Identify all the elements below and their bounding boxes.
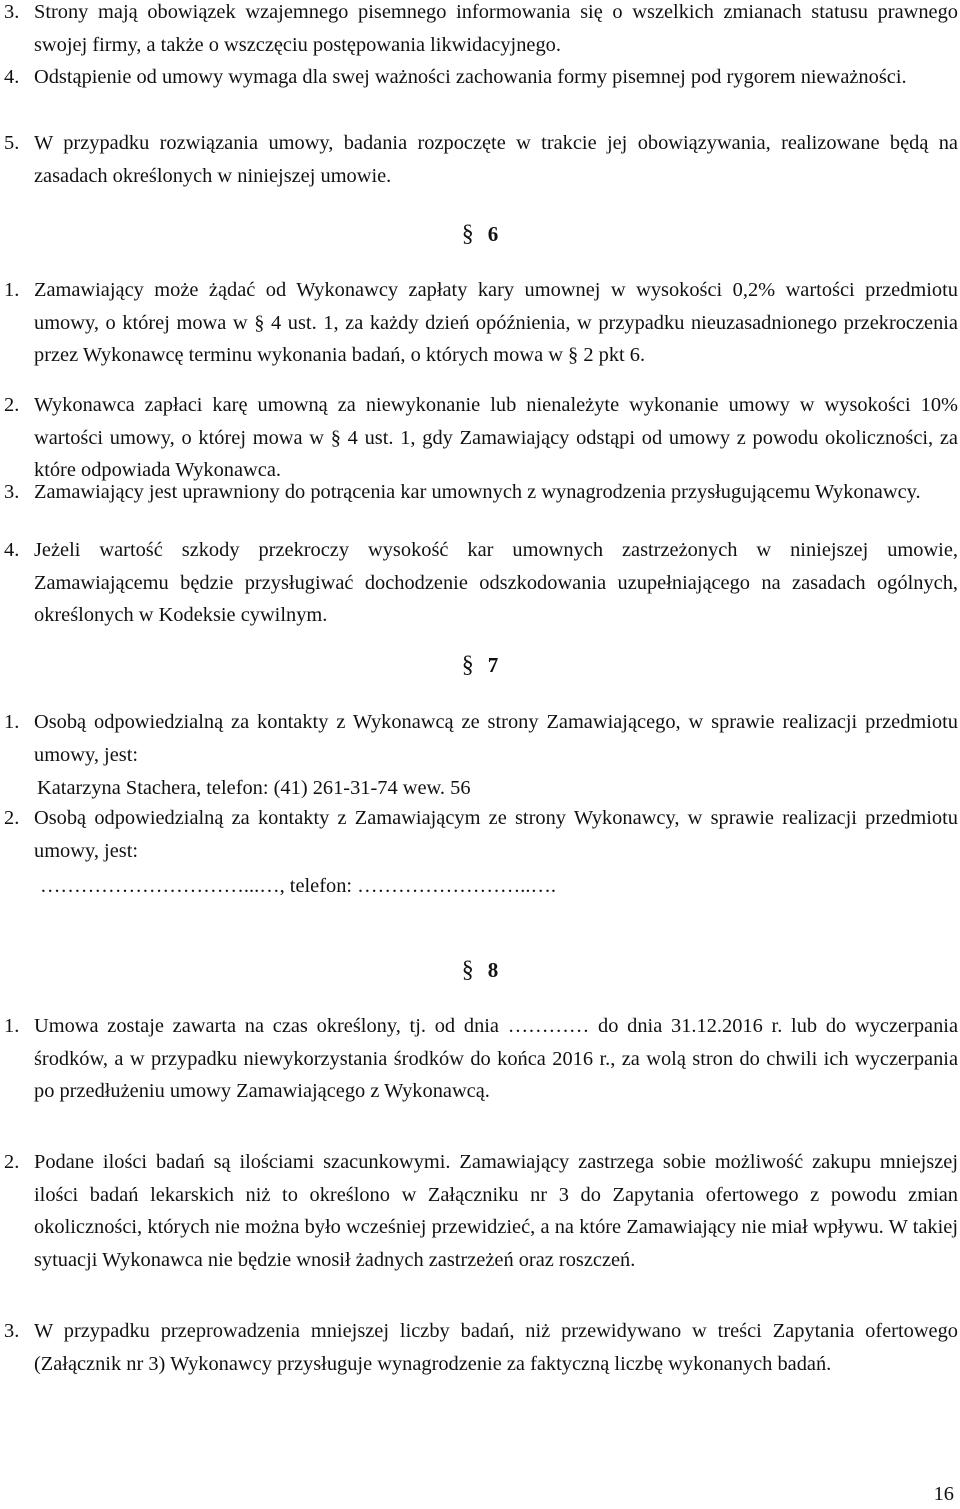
section-6-item-2 <box>4 389 958 487</box>
item-text: Zamawiający może żądać od Wykonawcy zapłaty kary umownej w wysokości 0,2% wartości przedmiotu umowy, o której mowa w § 4 ust. 1, za każdy dzień opóźnienia, w przypadku nieuzasadnionego przekroczenia przez Wykonawcę terminu wykonania badań, o których mowa w § 2 pkt 6. <box>34 279 958 366</box>
item-number: 2. <box>4 394 20 416</box>
section-number: 7 <box>487 653 499 677</box>
item-text: Umowa zostaje zawarta na czas określony, tj. od dnia ………… do dnia 31.12.2016 r. lub do wyczerpania środków, a w przypadku niewykorzystania środków do końca 2016 r., za wolą stron do chwili ich wyczerpania po przedłużeniu umowy Zamawiającego z Wykonawcą. <box>34 1015 958 1102</box>
section-number: 6 <box>487 222 499 246</box>
section-symbol: § <box>461 221 474 247</box>
item-number: 3. <box>4 1320 20 1342</box>
item-number: 3. <box>4 1 20 23</box>
section-symbol: § <box>461 957 474 983</box>
item-text: Wykonawca zapłaci karę umowną za niewykonanie lub nienależyte wykonanie umowy w wysokości 10% wartości umowy, o której mowa w § 4 ust. 1, gdy Zamawiający odstąpi od umowy z powodu okoliczności, za które odpowiada Wykonawca. <box>34 394 958 481</box>
item-number: 4. <box>4 66 20 88</box>
section-7-heading <box>0 651 960 679</box>
item-number: 1. <box>4 711 20 733</box>
item-number: 2. <box>4 807 20 829</box>
item-text: Osobą odpowiedzialną za kontakty z Wykonawcą ze strony Zamawiającego, w sprawie realizacji przedmiotu umowy, jest: <box>34 711 958 766</box>
item-number: 1. <box>4 1015 20 1037</box>
section-6-item-4 <box>4 534 958 632</box>
section-number: 8 <box>487 958 499 982</box>
item-text: W przypadku przeprowadzenia mniejszej liczby badań, niż przewidywano w treści Zapytania ofertowego (Załącznik nr 3) Wykonawcy przysługuje wynagrodzenie za faktyczną liczbę wykonanych badań. <box>34 1320 958 1375</box>
item-text: Podane ilości badań są ilościami szacunkowymi. Zamawiający zastrzega sobie możliwość zakupu mniejszej ilości badań lekarskich niż to określono w Załączniku nr 3 do Zapytania ofertowego z powodu zmian okoliczności, których nie można było wcześniej przewidzieć, a na które Zamawiający nie miał wpływu. W takiej sytuacji Wykonawca nie będzie wnosił żadnych zastrzeżeń oraz roszczeń. <box>34 1151 958 1271</box>
item-text: Jeżeli wartość szkody przekroczy wysokość kar umownych zastrzeżonych w niniejszej umowie, Zamawiającemu będzie przysługiwać dochodzenie odszkodowania uzupełniającego na zasadach ogólnych, określonych w Kodeksie cywilnym. <box>34 539 958 626</box>
section-8-item-3 <box>4 1315 958 1380</box>
intro-item-5 <box>4 127 958 192</box>
item-text: Odstąpienie od umowy wymaga dla swej ważności zachowania formy pisemnej pod rygorem nieważności. <box>34 66 907 88</box>
intro-item-3 <box>4 0 958 61</box>
item-number: 1. <box>4 279 20 301</box>
item-number: 3. <box>4 481 20 503</box>
item-text: Osobą odpowiedzialną za kontakty z Zamawiającym ze strony Wykonawcy, w sprawie realizacji przedmiotu umowy, jest: <box>34 807 958 862</box>
page-number: 16 <box>933 1483 954 1505</box>
item-text: Strony mają obowiązek wzajemnego pisemnego informowania się o wszelkich zmianach statusu prawnego swojej firmy, a także o wszczęciu postępowania likwidacyjnego. <box>34 1 958 56</box>
section-8-item-1 <box>4 1010 958 1108</box>
item-number: 4. <box>4 539 20 561</box>
item-text: Zamawiający jest uprawniony do potrącenia kar umownych z wynagrodzenia przysługującemu Wykonawcy. <box>34 481 921 503</box>
item-number: 5. <box>4 132 20 154</box>
contact-zamawiajacy: Katarzyna Stachera, telefon: (41) 261-31-74 wew. 56 <box>37 777 471 799</box>
section-6-heading <box>0 220 960 248</box>
item-number: 2. <box>4 1151 20 1173</box>
section-7-item-1 <box>4 706 958 771</box>
item-text: W przypadku rozwiązania umowy, badania rozpoczęte w trakcie jej obowiązywania, realizowane będą na zasadach określonych w niniejszej umowie. <box>34 132 958 187</box>
section-8-item-2 <box>4 1146 958 1276</box>
section-6-item-1 <box>4 274 958 372</box>
contact-wykonawca-blank: …………………………...…, telefon: ……………………..…. <box>40 875 556 897</box>
intro-item-4 <box>4 61 958 94</box>
section-7-item-2 <box>4 802 958 867</box>
section-6-item-3 <box>4 476 958 509</box>
section-8-heading <box>0 956 960 984</box>
section-symbol: § <box>461 652 474 678</box>
